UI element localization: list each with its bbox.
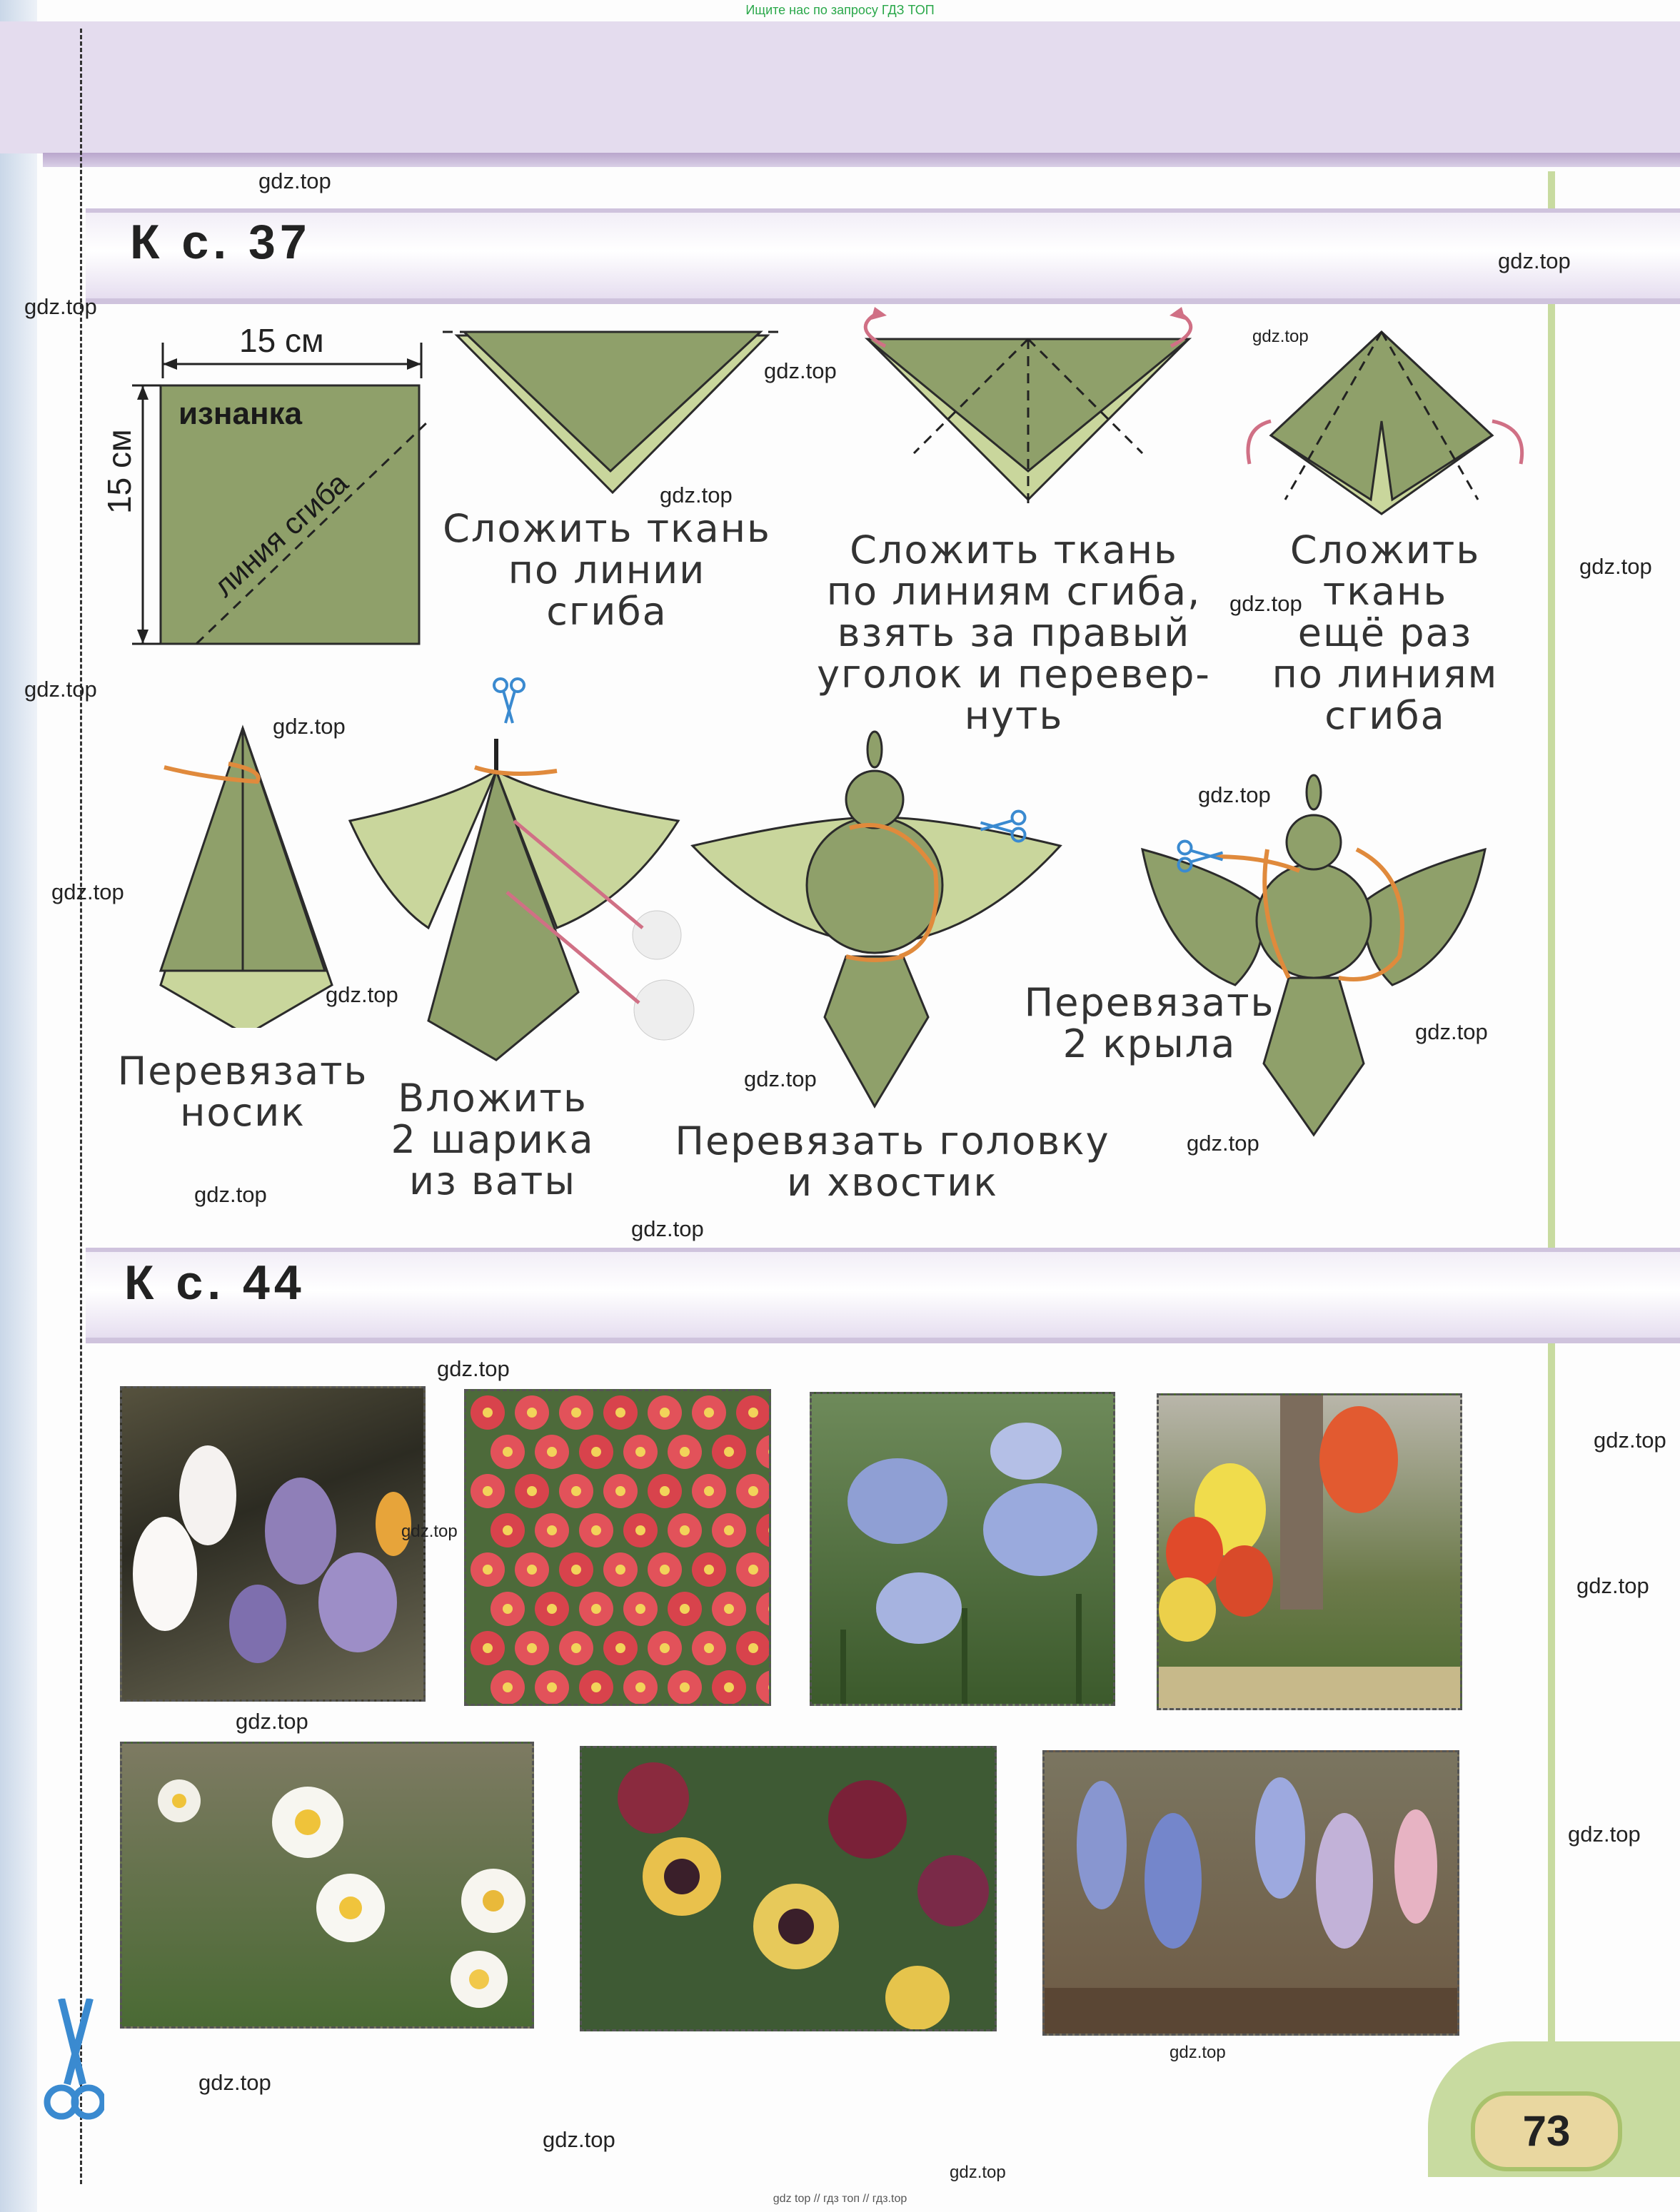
step1-diagram — [436, 321, 793, 507]
step4-diagram — [143, 721, 357, 1028]
fabric-square-diagram — [93, 314, 436, 657]
page-number: 73 — [1471, 2091, 1622, 2171]
dim-width-label: 15 см — [239, 322, 324, 359]
dim-height-label: 15 см — [101, 429, 138, 514]
watermark: gdz.top — [1170, 2043, 1226, 2062]
watermark: gdz.top — [660, 483, 733, 507]
watermark: gdz.top — [198, 2070, 271, 2095]
watermark: gdz.top — [1498, 248, 1571, 273]
photo-tulips — [1157, 1393, 1462, 1710]
fold-line-label: линия сгиба — [207, 465, 355, 603]
step2-caption: Сложить ткань по линиям сгиба, взять за правый уголок и перевер- нуть — [817, 527, 1211, 738]
watermark: gdz.top — [258, 168, 331, 193]
section-header-44 — [86, 1248, 1680, 1343]
scissors-icon — [974, 809, 1027, 844]
watermark: gdz.top — [401, 1522, 458, 1541]
step2-diagram — [842, 307, 1214, 514]
watermark: gdz.top — [1187, 1131, 1259, 1156]
photo-narcissus — [120, 1742, 534, 2029]
step4-caption: Перевязать носик — [117, 1049, 368, 1135]
watermark: gdz.top — [24, 677, 97, 702]
watermark: gdz.top — [1198, 782, 1271, 807]
watermark: gdz.top — [1568, 1822, 1641, 1847]
photo-crocuses — [120, 1386, 426, 1702]
top-banner[interactable]: Ищите нас по запросу ГДЗ ТОП — [745, 3, 935, 17]
bottom-banner: gdz top // гдз топ // гдз.top — [773, 2193, 907, 2205]
photo-hyacinths — [1042, 1750, 1459, 2036]
step7-diagram — [1135, 771, 1492, 1142]
section-title-44: К с. 44 — [124, 1256, 306, 1310]
watermark: gdz.top — [24, 294, 97, 319]
photo-daisies — [464, 1389, 771, 1706]
margin-rule — [1548, 171, 1555, 2099]
watermark: gdz.top — [236, 1709, 308, 1734]
step3-diagram — [1228, 321, 1542, 521]
watermark: gdz.top — [273, 714, 346, 739]
section-header-37 — [86, 208, 1680, 304]
watermark: gdz.top — [631, 1216, 704, 1241]
watermark: gdz.top — [543, 2127, 615, 2152]
watermark: gdz.top — [1579, 554, 1652, 579]
step5-caption: Вложить 2 шарика из ваты — [391, 1076, 595, 1203]
watermark: gdz.top — [744, 1066, 817, 1091]
watermark: gdz.top — [326, 982, 398, 1007]
cut-line — [80, 29, 82, 2184]
watermark: gdz.top — [1252, 327, 1309, 346]
scissors-icon — [1177, 839, 1230, 874]
scissors-icon — [40, 1999, 104, 2131]
step7-caption: Перевязать 2 крыла — [1024, 980, 1275, 1066]
photo-irises — [810, 1392, 1115, 1706]
watermark: gdz.top — [437, 1356, 510, 1381]
page-left-edge — [0, 0, 37, 2212]
watermark: gdz.top — [1594, 1428, 1666, 1453]
watermark: gdz.top — [764, 358, 837, 383]
watermark: gdz.top — [1576, 1573, 1649, 1598]
step3-caption: Сложить ткань ещё раз по линиям сгиба — [1272, 527, 1499, 738]
step1-caption: Сложить ткань по линии сгиба — [443, 506, 771, 634]
watermark: gdz.top — [194, 1182, 267, 1207]
top-band — [0, 21, 1680, 153]
section-title-37: К с. 37 — [130, 215, 311, 269]
photo-pansies — [580, 1746, 997, 2031]
square-label: изнанка — [178, 396, 303, 431]
step6-caption: Перевязать головку и хвостик — [675, 1118, 1110, 1205]
watermark: gdz.top — [51, 879, 124, 904]
scissors-icon — [491, 677, 527, 730]
watermark: gdz.top — [950, 2163, 1006, 2182]
watermark: gdz.top — [1229, 591, 1302, 616]
watermark: gdz.top — [1415, 1019, 1488, 1044]
step5-diagram — [343, 671, 700, 1071]
top-band-rule — [43, 153, 1680, 167]
step6-diagram — [685, 728, 1071, 1113]
